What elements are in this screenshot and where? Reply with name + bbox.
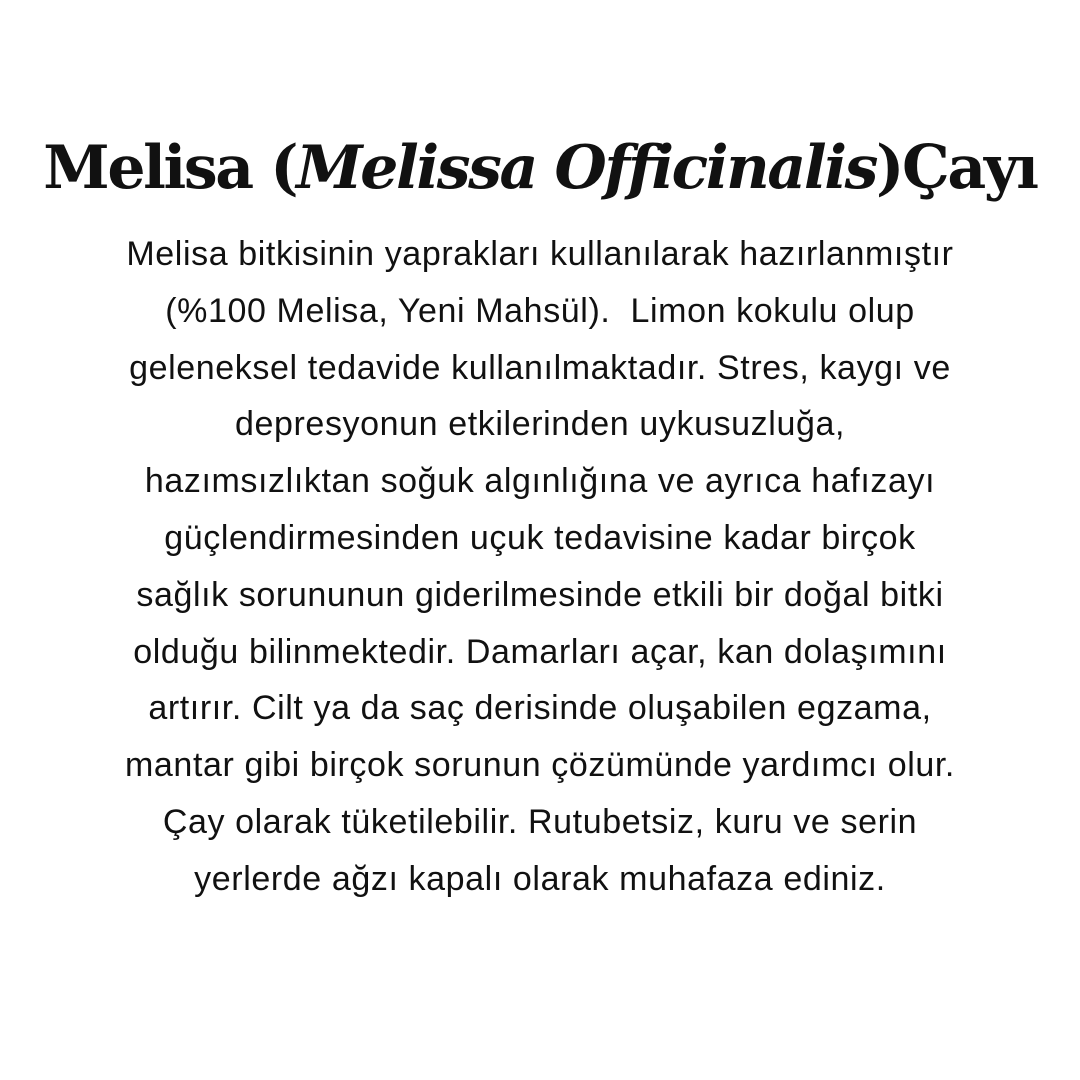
description-line: sağlık sorununun giderilmesinde etkili bir doğal bitki xyxy=(136,575,944,614)
title-prefix: Melisa ( xyxy=(43,133,297,203)
description-line: Melisa bitkisinin yaprakları kullanılarak hazırlanmıştır xyxy=(126,235,954,273)
description-line: güçlendirmesinden uçuk tedavisine kadar birçok xyxy=(164,518,916,557)
description-line: geleneksel tedavide kullanılmaktadır. Stres, kaygı ve xyxy=(129,348,951,387)
description-line: hazımsızlıktan soğuk algınlığına ve ayrıca hafızayı xyxy=(144,462,936,501)
description-line: (%100 Melisa, Yeni Mahsül). Limon kokulu olup xyxy=(165,291,915,330)
description-line: Çay olarak tüketilebilir. Rutubetsiz, kuru ve serin xyxy=(162,802,918,841)
description-line: mantar gibi birçok sorunun çözümünde yardımcı olur. xyxy=(125,746,955,785)
page-title xyxy=(0,128,1080,208)
title-suffix: )Çayı xyxy=(876,133,1037,203)
description-line: depresyonun etkilerinden uykusuzluğa, xyxy=(234,405,846,444)
product-description xyxy=(40,226,1040,908)
description-line: artırır. Cilt ya da saç derisinde oluşabilen egzama, xyxy=(148,689,932,728)
description-line: olduğu bilinmektedir. Damarları açar, kan dolaşımını xyxy=(133,632,947,671)
description-line: yerlerde ağzı kapalı olarak muhafaza ediniz. xyxy=(194,859,886,898)
title-latin-name: Melissa Officinalis xyxy=(296,133,876,203)
